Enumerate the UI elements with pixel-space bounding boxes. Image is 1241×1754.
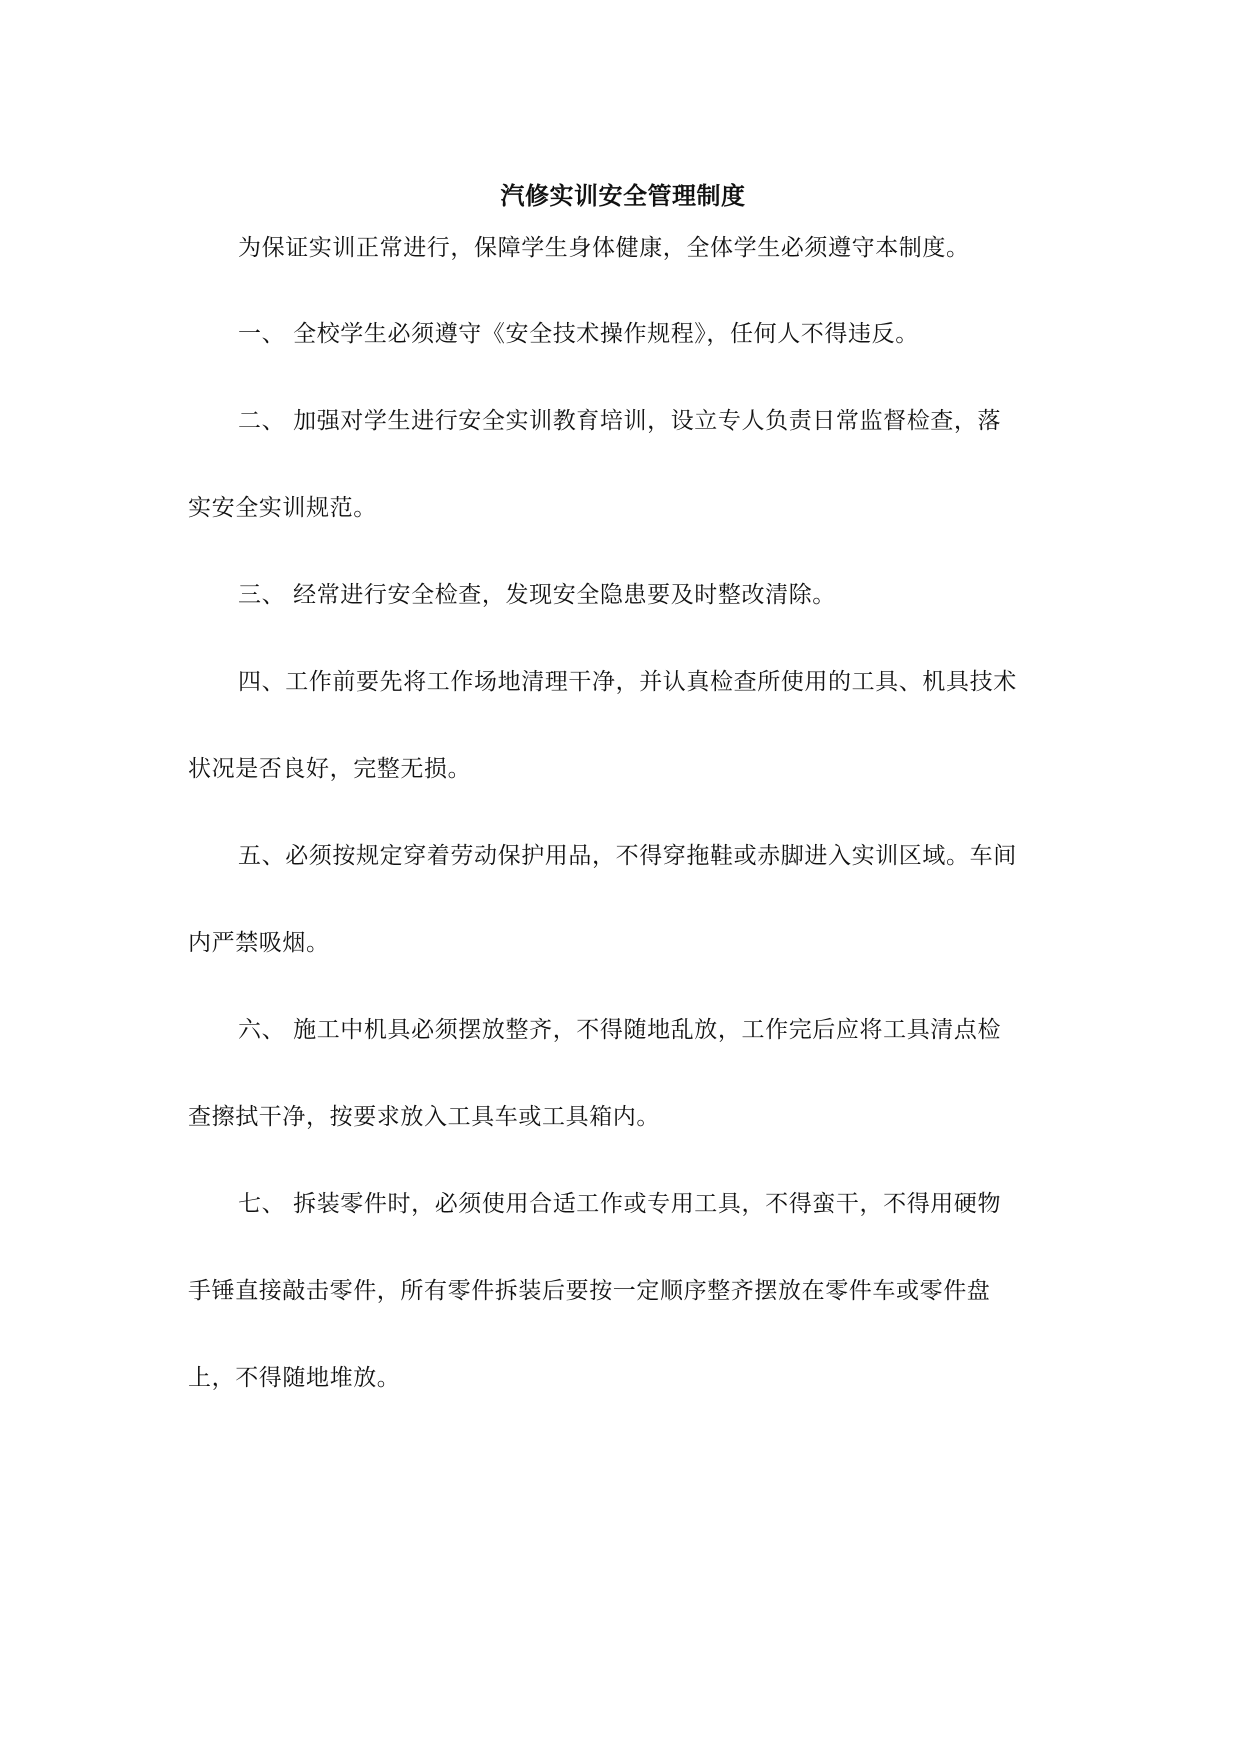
rule-5-line-2: 内严禁吸烟。 [188, 930, 330, 956]
document-title: 汽修实训安全管理制度 [500, 182, 746, 210]
rule-4-line-2: 状况是否良好，完整无损。 [188, 756, 472, 782]
rule-3-line-1: 三、 经常进行安全检查，发现安全隐患要及时整改清除。 [238, 582, 836, 608]
rule-2-line-1: 二、 加强对学生进行安全实训教育培训，设立专人负责日常监督检查，落 [238, 408, 1002, 434]
rule-6-line-1: 六、 施工中机具必须摆放整齐，不得随地乱放，工作完后应将工具清点检 [238, 1017, 1002, 1043]
intro-paragraph: 为保证实训正常进行，保障学生身体健康，全体学生必须遵守本制度。 [238, 235, 970, 261]
rule-5-line-1: 五、必须按规定穿着劳动保护用品，不得穿拖鞋或赤脚进入实训区域。车间 [238, 843, 1017, 869]
rule-2-line-2: 实安全实训规范。 [188, 495, 377, 521]
rule-4-line-1: 四、工作前要先将工作场地清理干净，并认真检查所使用的工具、机具技术 [238, 669, 1017, 695]
rule-7-line-2: 手锤直接敲击零件，所有零件拆装后要按一定顺序整齐摆放在零件车或零件盘 [188, 1278, 991, 1304]
rule-1-line-1: 一、 全校学生必须遵守《安全技术操作规程》，任何人不得违反。 [238, 321, 919, 347]
rule-7-line-1: 七、 拆装零件时，必须使用合适工作或专用工具，不得蛮干，不得用硬物 [238, 1191, 1002, 1217]
document-page [188, 0, 1058, 1754]
rule-6-line-2: 查擦拭干净，按要求放入工具车或工具箱内。 [188, 1104, 660, 1130]
rule-7-line-3: 上，不得随地堆放。 [188, 1365, 401, 1391]
